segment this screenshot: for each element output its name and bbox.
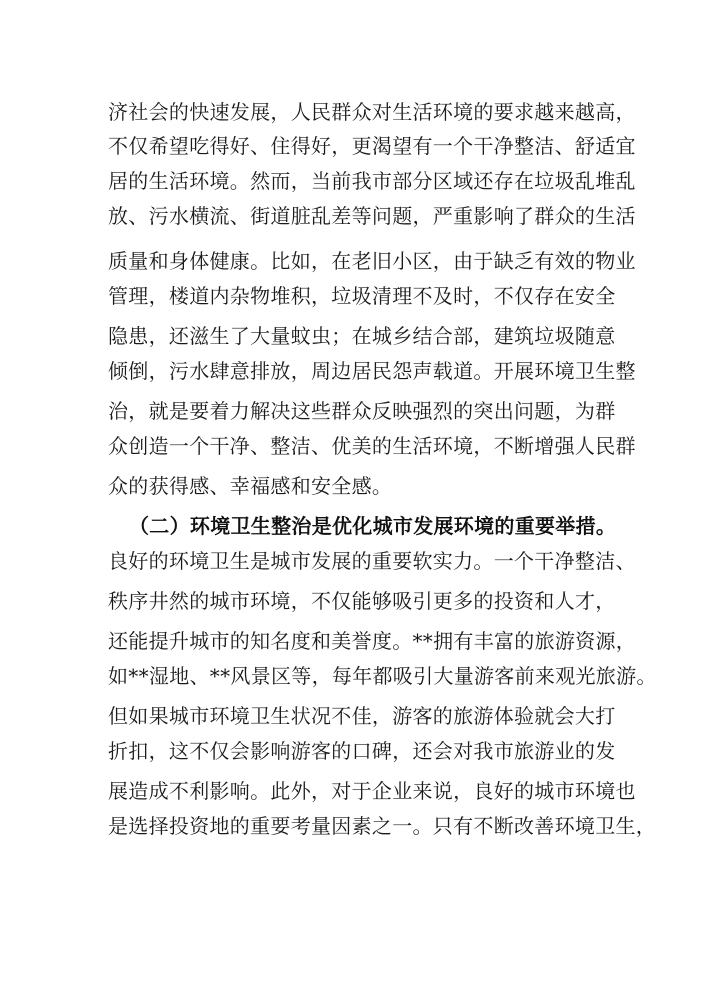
text-line: 居的生活环境。然而，当前我市部分区域还存在垃圾乱堆乱 [108, 169, 636, 193]
text-line: 济社会的快速发展，人民群众对生活环境的要求越来越高， [108, 100, 636, 124]
text-line: 治，就是要着力解决这些群众反映强烈的突出问题，为群 [108, 399, 616, 423]
text-line: 还能提升城市的知名度和美誉度。**拥有丰富的旅游资源， [108, 629, 637, 653]
text-line: 众的获得感、幸福感和安全感。 [108, 474, 393, 498]
text-line: 但如果城市环境卫生状况不佳，游客的旅游体验就会大打 [108, 704, 616, 728]
text-line: 良好的环境卫生是城市发展的重要软实力。一个干净整洁、 [108, 549, 636, 573]
text-line: 众创造一个干净、整洁、优美的生活环境，不断增强人民群 [108, 434, 636, 458]
text-line: 放、污水横流、街道脏乱差等问题，严重影响了群众的生活 [108, 204, 636, 228]
text-line: 不仅希望吃得好、住得好，更渴望有一个干净整洁、舒适宜 [108, 134, 636, 158]
text-line: 折扣，这不仅会影响游客的口碑，还会对我市旅游业的发 [108, 739, 616, 763]
text-line: 是选择投资地的重要考量因素之一。只有不断改善环境卫生， [108, 814, 657, 838]
section-heading: （二）环境卫生整治是优化城市发展环境的重要举措。 [129, 514, 617, 538]
text-line: 秩序井然的城市环境，不仅能够吸引更多的投资和人才， [108, 589, 616, 613]
text-line: 展造成不利影响。此外，对于企业来说，良好的城市环境也 [108, 779, 636, 803]
text-line: 倾倒，污水肆意排放，周边居民怨声载道。开展环境卫生整 [108, 359, 636, 383]
text-line: 质量和身体健康。比如，在老旧小区，由于缺乏有效的物业 [108, 249, 636, 273]
text-line: 如**湿地、**风景区等，每年都吸引大量游客前来观光旅游。 [108, 664, 657, 688]
text-line: 管理，楼道内杂物堆积，垃圾清理不及时，不仅存在安全 [108, 284, 616, 308]
text-line: 隐患，还滋生了大量蚊虫；在城乡结合部，建筑垃圾随意 [108, 324, 616, 348]
